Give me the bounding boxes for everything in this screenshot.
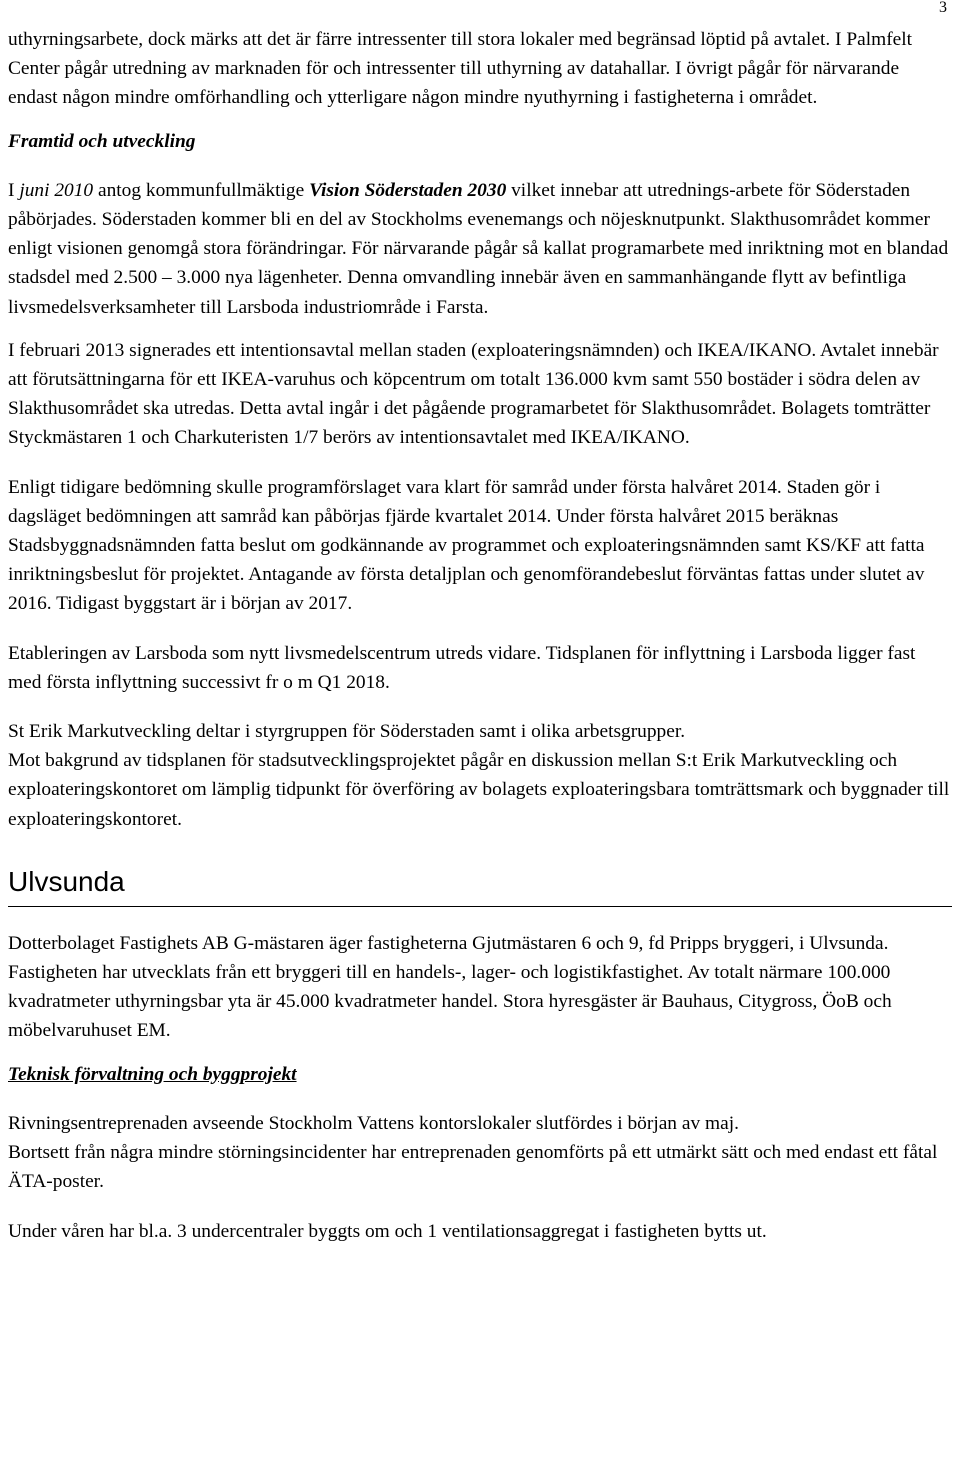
paragraph-demolition: Rivningsentreprenaden avseende Stockholm Vattens kontorslokaler slutfördes i början av maj. [8,1112,739,1134]
paragraph-larsboda: Etableringen av Larsboda som nytt livsmedelscentrum utreds vidare. Tidsplanen för inflyttning i Larsboda ligger fast med första inflyttning successivt fr o m Q1 2018. [8,642,916,693]
paragraph-leasing-status: uthyrningsarbete, dock märks att det är färre intressenter till stora lokaler med begränsad löptid på avtalet. I Palmfelt Center pågår utredning av marknaden för och intressenter till uthyrning av datahallar. I övrigt pågår för närvarande endast någon mindre omförhandling och ytterligare någon mindre nyuthyrning i fastigheterna i området. [8,29,913,109]
section-title-ulvsunda: Ulvsunda [8,864,952,907]
text-run-date: juni 2010 [19,179,94,201]
subheading-technical-management: Teknisk förvaltning och byggprojekt [8,1063,297,1085]
text-run-vision-title: Vision Söderstaden 2030 [309,179,507,201]
paragraph-steering-group: St Erik Markutveckling deltar i styrgruppen för Söderstaden samt i olika arbetsgrupper. [8,721,686,743]
paragraph-incidents: Bortsett från några mindre störningsincidenter har entreprenaden genomförts på ett utmärkt sätt och med endast ett fåtal ÄTA-poster. [8,1142,938,1193]
text-run: I [8,179,20,201]
paragraph-spring-work: Under våren har bl.a. 3 undercentraler byggts om och 1 ventilationsaggregat i fastigheten bytts ut. [8,1220,767,1242]
subheading-future-development: Framtid och utveckling [8,130,196,152]
paragraph-land-transfer: Mot bakgrund av tidsplanen för stadsutvecklingsprojektet pågår en diskussion mellan S:t Erik Markutveckling och exploateringskontoret om lämplig tidpunkt för överföring av bolagets exploateringsbara tomträttsmark och byggnader till exploateringskontoret. [8,750,950,830]
text-run: antog kommunfullmäktige [93,179,310,201]
text-run: vilket innebar att utrednings-arbete för Söderstaden påbörjades. Söderstaden kommer bli en del av Stockholms evenemangs och nöjesknutpunkt. Slakthusområdet kommer enligt visionen genomgå stora förändringar. För närvarande pågår så kallat programarbete med inriktning mot en blandad stadsdel med 2.500 – 3.000 nya lägenheter. Denna omvandling innebär även en sammanhängande flytt av befintliga livsmedelsverksamheter till Larsboda industriområde i Farsta. [8,179,949,318]
document-body [8,25,952,1246]
paragraph-program-timeline: Enligt tidigare bedömning skulle programförslaget vara klart för samråd under första halvåret 2014. Staden gör i dagsläget bedömningen att samråd kan påbörjas fjärde kvartalet 2014. Under första halvåret 2015 beräknas Stadsbyggnadsnämnden fatta beslut om godkännande av programmet och exploateringsnämnden samt KS/KF att fatta inriktningsbeslut för projektet. Antagande av första detaljplan och genomförandebeslut förväntas fattas under slutet av 2016. Tidigast byggstart är i början av 2017. [8,476,925,615]
paragraph-ikea-agreement: I februari 2013 signerades ett intentionsavtal mellan staden (exploateringsnämnden) och IKEA/IKANO. Avtalet innebär att förutsättningarna för ett IKEA-varuhus och köpcentrum om totalt 136.000 kvm samt 550 bostäder i södra delen av Slakthusområdet ska utredas. Detta avtal ingår i det pågående programarbetet för Slakthusområdet. Bolagets tomträtter Styckmästaren 1 och Charkuteristen 1/7 berörs av intentionsavtalet med IKEA/IKANO. [8,339,939,449]
page-number: 3 [939,0,947,16]
paragraph-g-mastaren: Dotterbolaget Fastighets AB G-mästaren äger fastigheterna Gjutmästaren 6 och 9, fd Pripps bryggeri, i Ulvsunda. Fastigheten har utvecklats från ett bryggeri till en handels-, lager- och logistikfastighet. Av totalt närmare 100.000 kvadratmeter uthyrningsbar yta är 45.000 kvadratmeter handel. Stora hyresgäster är Bauhaus, Citygross, ÖoB och möbelvaruhuset EM. [8,932,892,1042]
paragraph-vision-soderstaden [8,176,952,322]
